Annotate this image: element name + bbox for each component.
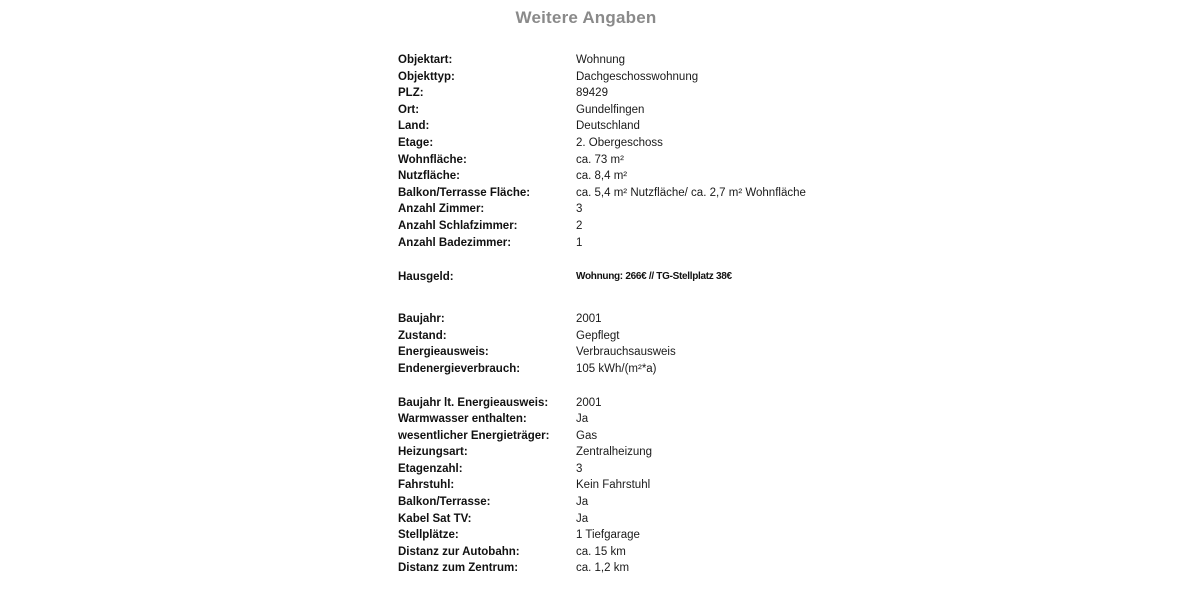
detail-label: Balkon/Terrasse: [398, 496, 491, 509]
detail-value: 3 [576, 462, 583, 475]
detail-row [398, 494, 898, 511]
detail-value: ca. 73 m² [576, 153, 624, 166]
detail-row [398, 52, 898, 69]
detail-label: Baujahr lt. Energieausweis: [398, 396, 549, 409]
detail-label: Baujahr: [398, 313, 445, 326]
details-group-building [398, 311, 898, 377]
details-group-energy [398, 395, 898, 578]
detail-row [398, 69, 898, 86]
detail-row [398, 311, 898, 328]
detail-row [398, 395, 898, 412]
detail-row [398, 511, 898, 528]
detail-label: Distanz zum Zentrum: [398, 562, 519, 575]
detail-row [398, 527, 898, 544]
detail-value: Ja [576, 413, 589, 426]
detail-value: Deutschland [576, 120, 640, 133]
detail-label: Balkon/Terrasse Fläche: [398, 186, 531, 199]
detail-row [398, 118, 898, 135]
detail-row [398, 85, 898, 102]
detail-value: Ja [576, 512, 589, 525]
detail-value: 2. Obergeschoss [576, 136, 663, 149]
spacer [398, 292, 898, 311]
detail-row [398, 152, 898, 169]
detail-row [398, 135, 898, 152]
detail-value: Gundelfingen [576, 103, 645, 116]
detail-label: Energieausweis: [398, 346, 489, 359]
detail-label: Objektart: [398, 54, 453, 66]
detail-value: ca. 8,4 m² [576, 170, 628, 183]
page-title: Weitere Angaben [515, 8, 657, 27]
detail-value: Dachgeschosswohnung [576, 70, 699, 83]
detail-row [398, 560, 898, 577]
detail-label: Anzahl Schlafzimmer: [398, 219, 518, 232]
detail-label: Ort: [398, 103, 420, 116]
detail-value: Ja [576, 496, 589, 509]
detail-label: Warmwasser enthalten: [398, 413, 527, 426]
detail-value: 1 [576, 236, 583, 249]
detail-row [398, 201, 898, 218]
detail-label: Endenergieverbrauch: [398, 362, 521, 375]
detail-label: Zustand: [398, 329, 447, 342]
detail-row [398, 461, 898, 478]
spacer [398, 251, 898, 262]
detail-value: 1 Tiefgarage [576, 529, 640, 542]
details-group-basic [398, 52, 898, 251]
detail-value: Verbrauchsausweis [576, 346, 676, 359]
detail-value: ca. 5,4 m² Nutzfläche/ ca. 2,7 m² Wohnfläche [576, 186, 806, 199]
detail-row [398, 344, 898, 361]
detail-row [398, 218, 898, 235]
detail-label: Heizungsart: [398, 446, 468, 459]
detail-value: Zentralheizung [576, 446, 653, 459]
detail-label: Land: [398, 120, 430, 133]
detail-value: Gepflegt [576, 329, 620, 342]
detail-value: 2001 [576, 313, 602, 326]
hausgeld-row [398, 262, 898, 292]
detail-label: Anzahl Badezimmer: [398, 236, 512, 249]
detail-row [398, 477, 898, 494]
property-details [398, 52, 898, 577]
detail-value: 2 [576, 219, 583, 232]
detail-row [398, 544, 898, 561]
spacer [398, 378, 898, 395]
detail-label: Stellplätze: [398, 529, 459, 542]
detail-row [398, 428, 898, 445]
detail-label: Objekttyp: [398, 70, 455, 83]
detail-label: Etage: [398, 136, 434, 149]
detail-label: Etagenzahl: [398, 462, 463, 475]
hausgeld-label: Hausgeld: [398, 271, 454, 284]
detail-value: Wohnung [576, 54, 626, 66]
detail-row [398, 444, 898, 461]
detail-value: Gas [576, 429, 598, 442]
detail-label: wesentlicher Energieträger: [398, 429, 550, 442]
detail-row [398, 411, 898, 428]
detail-value: 2001 [576, 396, 602, 409]
detail-value: 105 kWh/(m²*a) [576, 362, 657, 375]
detail-row [398, 102, 898, 119]
detail-value: ca. 15 km [576, 545, 626, 558]
detail-label: Wohnfläche: [398, 153, 467, 166]
hausgeld-value: Wohnung: 266€ // TG-Stellplatz 38€ [576, 271, 732, 283]
detail-label: Fahrstuhl: [398, 479, 455, 492]
detail-value: 89429 [576, 87, 608, 100]
detail-row [398, 168, 898, 185]
detail-label: Anzahl Zimmer: [398, 203, 485, 216]
detail-row [398, 235, 898, 252]
detail-label: Distanz zur Autobahn: [398, 545, 520, 558]
detail-value: Kein Fahrstuhl [576, 479, 651, 492]
detail-label: PLZ: [398, 87, 424, 100]
detail-row [398, 361, 898, 378]
detail-row [398, 328, 898, 345]
detail-label: Kabel Sat TV: [398, 512, 472, 525]
detail-value: 3 [576, 203, 583, 216]
detail-label: Nutzfläche: [398, 170, 460, 183]
detail-row [398, 185, 898, 202]
detail-value: ca. 1,2 km [576, 562, 630, 575]
